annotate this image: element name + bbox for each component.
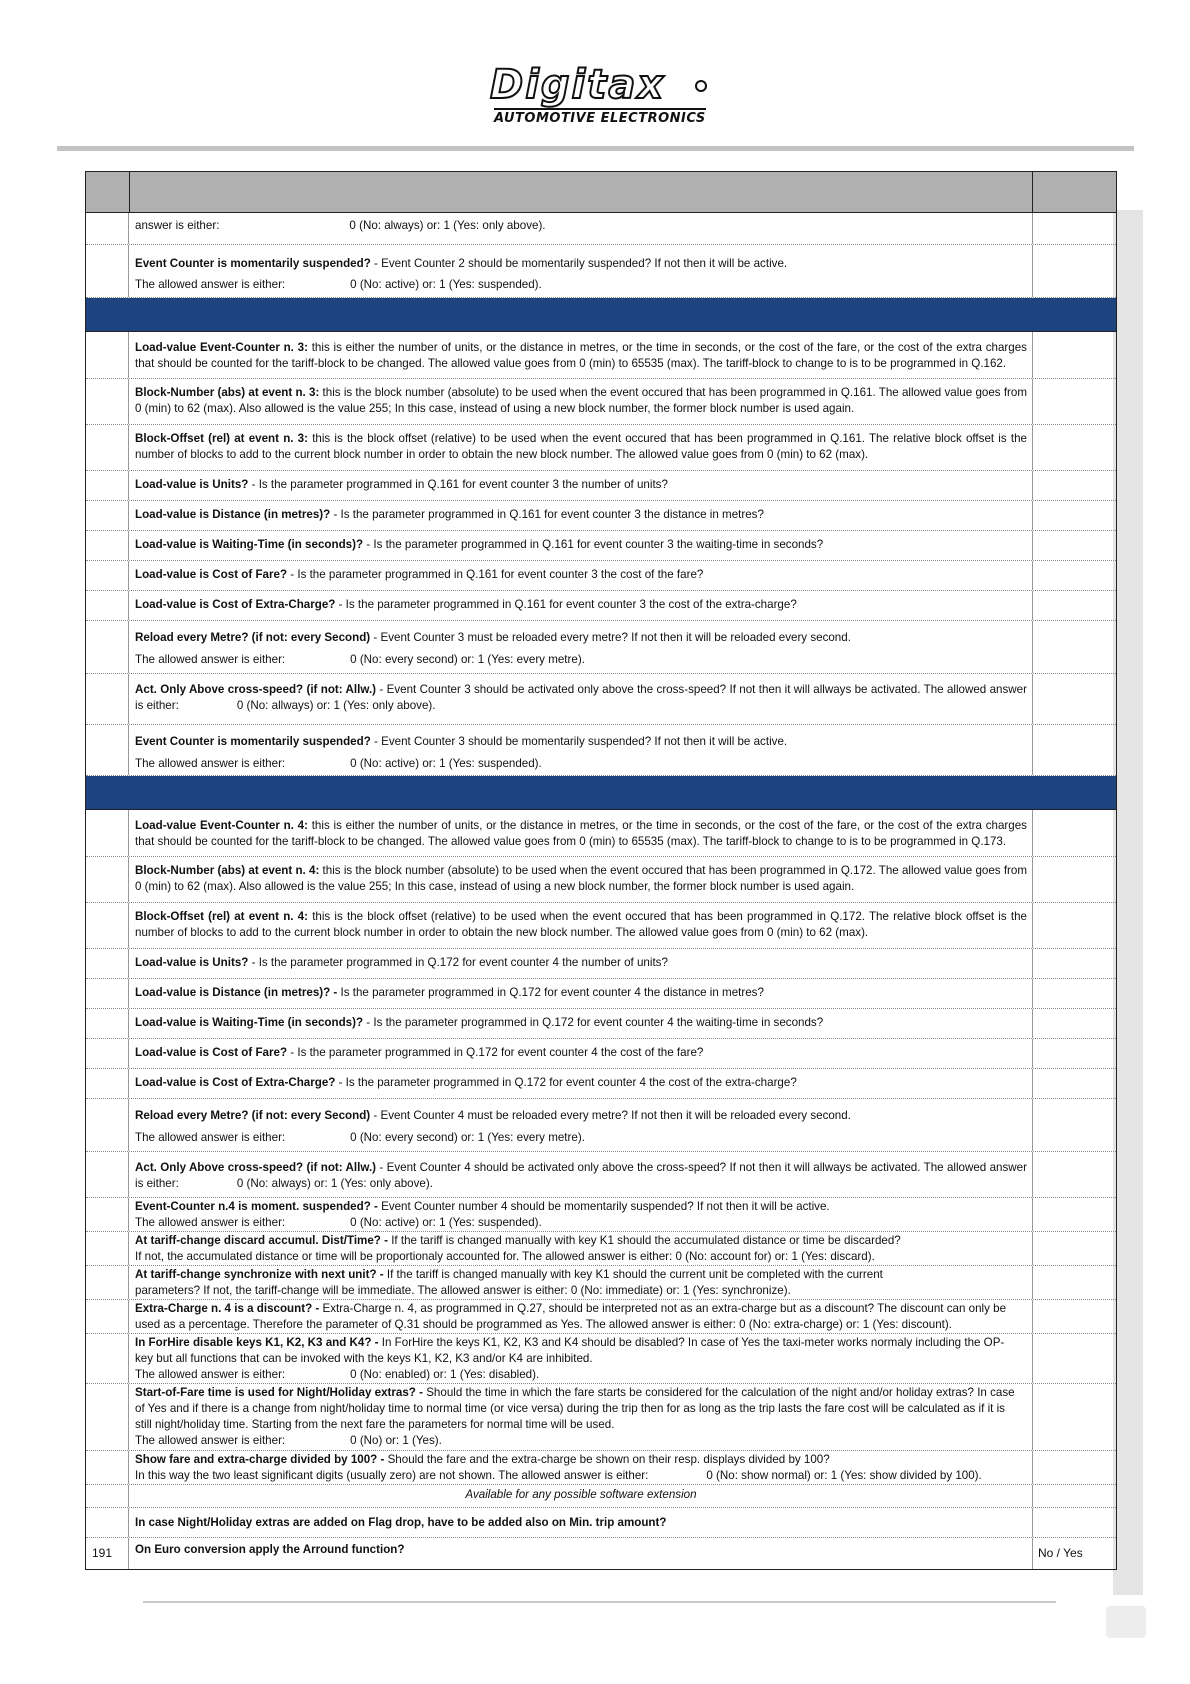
table-row: Block-Offset (rel) at event n. 4: this is the block offset (relative) to be used when the event occured that has been programmed in Q.172. The relative block offset is the number of blocks to add to the current block number in order to obtain the new block number. The allowed value goes from 0 (min) to 62 (max). [86,903,1116,949]
table-row: Load-value Event-Counter n. 3: this is either the number of units, or the distance in metres, or the time in seconds, or the cost of the fare, or the cost of the extra charges that should be counted for the tariff-block to be changed. The allowed value goes from 0 (min) to 65535 (max). The tariff-block to change to is to be programmed in Q.162. [86,332,1116,379]
table-row: Block-Offset (rel) at event n. 3: this is the block offset (relative) to be used when the event occured that has been programmed in Q.161. The relative block offset is the number of blocks to add to the current block number in order to obtain the new block number. The allowed value goes from 0 (min) to 62 (max). [86,425,1116,471]
table-row: Event-Counter n.4 is moment. suspended? - Event Counter number 4 should be momentarily suspended? If not then it will be active. The allowed answer is either: 0 (No: active) or: 1 (Yes: suspended). [86,1198,1116,1232]
digitax-logo [490,62,710,132]
header-rule [57,146,1134,151]
table-row: In ForHire disable keys K1, K2, K3 and K4? - In ForHire the keys K1, K2, K3 and K4 should be disabled? In case of Yes the taxi-meter works normaly including the OP- key but all functions that can be invoked with the keys K1, K2, K3 and/or K4 are inhibited. The allowed answer is either: 0 (No: enabled) or: 1 (Yes: disabled). [86,1334,1116,1384]
table-row: Act. Only Above cross-speed? (if not: Allw.) - Event Counter 4 should be activated only above the cross-speed? If not then it will allways be activated. The allowed answer is either: 0 (No: always) or: 1 (Yes: only above). [86,1152,1116,1198]
section-band [86,298,1116,332]
table-row: Load-value is Waiting-Time (in seconds)? - Is the parameter programmed in Q.161 for event counter 3 the waiting-time in seconds? [86,531,1116,561]
logo-dot-icon [695,80,707,92]
table-row: Load-value Event-Counter n. 4: this is either the number of units, or the distance in metres, or the time in seconds, or the cost of the fare, or the cost of the extra charges that should be counted for the tariff-block to be changed. The allowed value goes from 0 (min) to 65535 (max). The tariff-block to change to is to be programmed in Q.173. [86,810,1116,857]
table-row: Reload every Metre? (if not: every Second) - Event Counter 3 must be reloaded every metre? If not then it will be reloaded every second. The allowed answer is either: 0 (No: every second) or: 1 (Yes: every metre). [86,621,1116,674]
table-row: Event Counter is momentarily suspended? - Event Counter 2 should be momentarily suspended? If not then it will be active. The allowed answer is either: 0 (No: active) or: 1 (Yes: suspended). [86,245,1116,298]
table-row: Load-value is Units? - Is the parameter programmed in Q.172 for event counter 4 the number of units? [86,949,1116,979]
row-number: 191 [86,1538,129,1569]
table-row: answer is either: 0 (No: always) or: 1 (Yes: only above). [86,213,1116,245]
table-row [86,1485,1116,1508]
parameter-table [85,171,1117,1570]
table-row: Block-Number (abs) at event n. 3: this is the block number (absolute) to be used when the event occured that has been programmed in Q.161. The allowed value goes from 0 (min) to 62 (max). Also allowed is the value 255; In this case, instead of using a new block number, the former block number is used again. [86,379,1116,425]
table-row: Load-value is Cost of Fare? - Is the parameter programmed in Q.161 for event counter 3 the cost of the fare? [86,561,1116,591]
table-row: At tariff-change discard accumul. Dist/Time? - If the tariff is changed manually with key K1 should the accumulated distance or time be discarded? If not, the accumulated distance or time will be proportionaly accounted for. The allowed answer is either: 0 (No: account for) or: 1 (Yes: discard). [86,1232,1116,1266]
logo-wordmark: Digitax [490,62,666,108]
table-row: Load-value is Distance (in metres)? - Is the parameter programmed in Q.161 for event counter 3 the distance in metres? [86,501,1116,531]
table-row: Load-value is Cost of Fare? - Is the parameter programmed in Q.172 for event counter 4 the cost of the fare? [86,1039,1116,1069]
table-row: In case Night/Holiday extras are added on Flag drop, have to be added also on Min. trip amount? [86,1508,1116,1538]
row-value: No / Yes [1038,1546,1083,1560]
extension-note: Available for any possible software extension [129,1485,1033,1507]
logo-subtitle: AUTOMOTIVE ELECTRONICS [494,108,706,126]
table-row: Load-value is Distance (in metres)? - Is the parameter programmed in Q.172 for event counter 4 the distance in metres? [86,979,1116,1009]
table-row: Show fare and extra-charge divided by 100? - Should the fare and the extra-charge be shown on their resp. displays divided by 100? In this way the two least significant digits (usually zero) are not shown. The allowed answer is either: 0 (No: show normal) or: 1 (Yes: show divided by 100). [86,1451,1116,1485]
table-row: Event Counter is momentarily suspended? - Event Counter 3 should be momentarily suspended? If not then it will be active. The allowed answer is either: 0 (No: active) or: 1 (Yes: suspended). [86,725,1116,776]
table-row: Load-value is Units? - Is the parameter programmed in Q.161 for event counter 3 the number of units? [86,471,1116,501]
page-shadow-tab [1106,1606,1146,1638]
table-row: Block-Number (abs) at event n. 4: this is the block number (absolute) to be used when the event occured that has been programmed in Q.172. The allowed value goes from 0 (min) to 62 (max). Also allowed is the value 255; In this case, instead of using a new block number, the former block number is used again. [86,857,1116,903]
section-band [86,776,1116,810]
page-shadow [1113,210,1143,1595]
table-row: Extra-Charge n. 4 is a discount? - Extra-Charge n. 4, as programmed in Q.27, should be interpreted not as an extra-charge but as a discount? The discount can only be used as a percentage. Therefore the parameter of Q.31 should be programmed as Yes. The allowed answer is either: 0 (No: extra-charge) or: 1 (Yes: discount). [86,1300,1116,1334]
table-row: Start-of-Fare time is used for Night/Holiday extras? - Should the time in which the fare starts be considered for the calculation of the night and/or holiday extras? In case of Yes and if there is a change from night/holiday time to normal time (or vice versa) during the trip then for as long as the trip lasts the fare cost will be calculated as if it is still night/holiday time. Starting from the next fare the parameters for normal time will be used. The allowed answer is either: 0 (No) or: 1 (Yes). [86,1384,1116,1451]
table-row: Load-value is Cost of Extra-Charge? - Is the parameter programmed in Q.172 for event counter 4 the cost of the extra-charge? [86,1069,1116,1099]
table-row: 191 On Euro conversion apply the Arround function? No / Yes [86,1538,1116,1569]
table-row: At tariff-change synchronize with next unit? - If the tariff is changed manually with key K1 should the current unit be completed with the current parameters? If not, the tariff-change will be immediate. The allowed answer is either: 0 (No: immediate) or: 1 (Yes: synchronize). [86,1266,1116,1300]
table-row: Act. Only Above cross-speed? (if not: Allw.) - Event Counter 3 should be activated only above the cross-speed? If not then it will allways be activated. The allowed answer is either: 0 (No: allways) or: 1 (Yes: only above). [86,674,1116,725]
table-header [86,172,1116,213]
table-row: Load-value is Cost of Extra-Charge? - Is the parameter programmed in Q.161 for event counter 3 the cost of the extra-charge? [86,591,1116,621]
table-row: Load-value is Waiting-Time (in seconds)? - Is the parameter programmed in Q.172 for event counter 4 the waiting-time in seconds? [86,1009,1116,1039]
table-row: Reload every Metre? (if not: every Second) - Event Counter 4 must be reloaded every metre? If not then it will be reloaded every second. The allowed answer is either: 0 (No: every second) or: 1 (Yes: every metre). [86,1099,1116,1152]
footer-rule [143,1601,1056,1603]
